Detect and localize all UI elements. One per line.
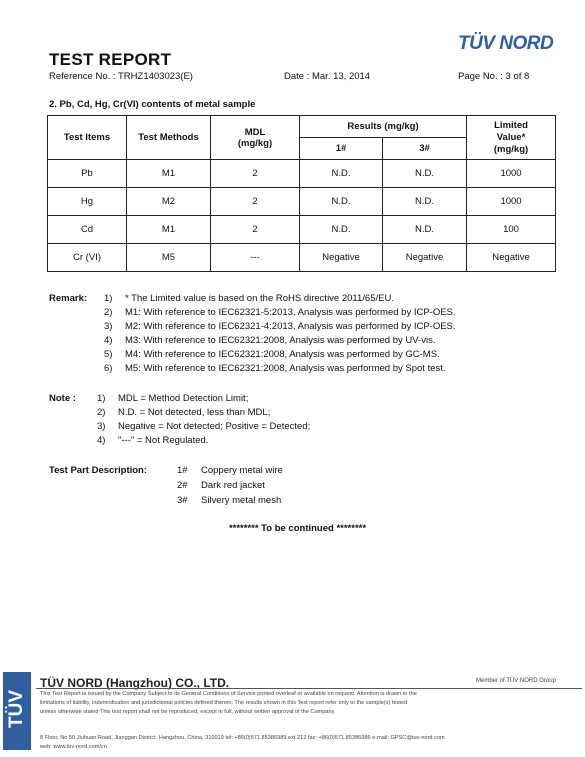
page-number: Page No. : 3 of 8 [458,71,530,82]
item-text: M2: With reference to IEC62321-4:2013, Analysis was performed by ICP-OES. [125,321,456,332]
list-item [97,421,397,432]
list-item [177,495,281,506]
item-text: M5: With reference to IEC62321:2008, Analysis was performed by Spot test. [125,363,446,374]
cell-mdl: 2 [211,188,300,216]
cell-result-3: N.D. [383,188,467,216]
list-item [104,335,524,346]
item-number: 5) [104,349,113,360]
footer-line: 8 Floor, No.50 Jiuhuan Road, Jianggan District, Hangzhou, China, 310019 tel: +86(0)571.85386989 ext.212 fax: +86(0)571.85386986 e-mail: GPSC@tuv-nord.com [40,735,445,741]
cell-limit: Negative [467,244,556,272]
item-number: 2# [177,480,188,491]
list-item [104,321,524,332]
cell-item: Pb [48,160,127,188]
item-number: 4) [97,435,106,446]
list-item [177,480,265,491]
header-test-methods: Test Methods [127,116,211,160]
report-title: TEST REPORT [49,50,172,69]
cell-result-1: N.D. [300,160,383,188]
footer-line: limitations of liability, indemnification and jurisdictional policies defined therein. The results shown in this Test report refer only to the sample(s) tested [40,700,408,706]
item-text: Coppery metal wire [201,465,283,476]
list-item [97,407,397,418]
item-text: Negative = Not detected; Positive = Detected; [118,421,311,432]
cell-mdl: 2 [211,216,300,244]
cell-result-3: Negative [383,244,467,272]
note-label: Note : [49,393,76,404]
header-mdl: MDL (mg/kg) [211,116,300,160]
item-number: 3# [177,495,188,506]
results-table [47,115,556,272]
cell-method: M1 [127,160,211,188]
header-sample-1: 1# [300,138,383,160]
item-number: 2) [104,307,113,318]
reference-number: Reference No. : TRHZ1403023(E) [49,71,193,82]
footer-link[interactable]: web: www.tuv-nord.com/cn [40,744,107,750]
cell-result-1: N.D. [300,216,383,244]
item-number: 6) [104,363,113,374]
cell-method: M1 [127,216,211,244]
item-number: 3) [104,321,113,332]
continued-marker: ******** To be continued ******** [228,523,367,534]
item-text: "---" = Not Regulated. [118,435,209,446]
list-item [97,393,397,404]
item-number: 1# [177,465,188,476]
item-text: Dark red jacket [201,480,265,491]
cell-item: Cr (VI) [48,244,127,272]
header-test-items: Test Items [48,116,127,160]
item-number: 1) [97,393,106,404]
list-item [104,349,524,360]
cell-method: M2 [127,188,211,216]
cell-result-3: N.D. [383,160,467,188]
footer-line: unless otherwise stated This test report shall not be reproduced, except in full, without written approval of the Company. [40,709,336,715]
tuv-nord-logo: TÜV NORD [458,33,554,54]
item-number: 1) [104,293,113,304]
item-text: M1: With reference to IEC62321-5:2013, Analysis was performed by ICP-OES. [125,307,456,318]
item-text: M3: With reference to IEC62321:2008, Analysis was performed by UV-vis. [125,335,436,346]
cell-result-1: N.D. [300,188,383,216]
header-results: Results (mg/kg) [300,116,467,138]
item-text: * The Limited value is based on the RoHS directive 2011/65/EU. [125,293,394,304]
cell-mdl: --- [211,244,300,272]
footer-divider [36,688,582,689]
table-row [48,160,556,188]
item-number: 2) [97,407,106,418]
item-text: Silvery metal mesh [201,495,282,506]
item-number: 3) [97,421,106,432]
list-item [97,435,397,446]
report-date: Date : Mar. 13, 2014 [284,71,371,82]
cell-limit: 1000 [467,188,556,216]
remark-label: Remark: [49,293,88,304]
cell-result-3: N.D. [383,216,467,244]
tuv-side-logo [3,672,31,750]
member-text: Member of TÜV NORD Group [476,678,556,684]
table-row [48,188,556,216]
list-item [104,307,524,318]
tuv-side-text: TÜV [6,690,27,728]
footer-line: This Test Report is issued by the Company Subject to its General Conditions of Service printed overleaf or available on request. Attention is drawn to the [40,691,417,697]
header-sample-3: 3# [383,138,467,160]
test-part-label: Test Part Description: [49,465,148,476]
item-text: M4: With reference to IEC62321:2008, Analysis was performed by GC-MS. [125,349,440,360]
table-row [48,216,556,244]
cell-limit: 100 [467,216,556,244]
cell-limit: 1000 [467,160,556,188]
section-title: 2. Pb, Cd, Hg, Cr(VI) contents of metal sample [49,99,256,110]
item-text: N.D. = Not detected, less than MDL; [118,407,271,418]
item-text: MDL = Method Detection Limit; [118,393,249,404]
cell-mdl: 2 [211,160,300,188]
table-row [48,244,556,272]
list-item [104,363,524,374]
cell-method: M5 [127,244,211,272]
header-limited-value: Limited Value* (mg/kg) [467,116,556,160]
cell-item: Cd [48,216,127,244]
company-name: TÜV NORD (Hangzhou) CO., LTD. [40,676,230,690]
item-number: 4) [104,335,113,346]
cell-result-1: Negative [300,244,383,272]
list-item [177,465,283,476]
list-item [104,293,524,304]
cell-item: Hg [48,188,127,216]
